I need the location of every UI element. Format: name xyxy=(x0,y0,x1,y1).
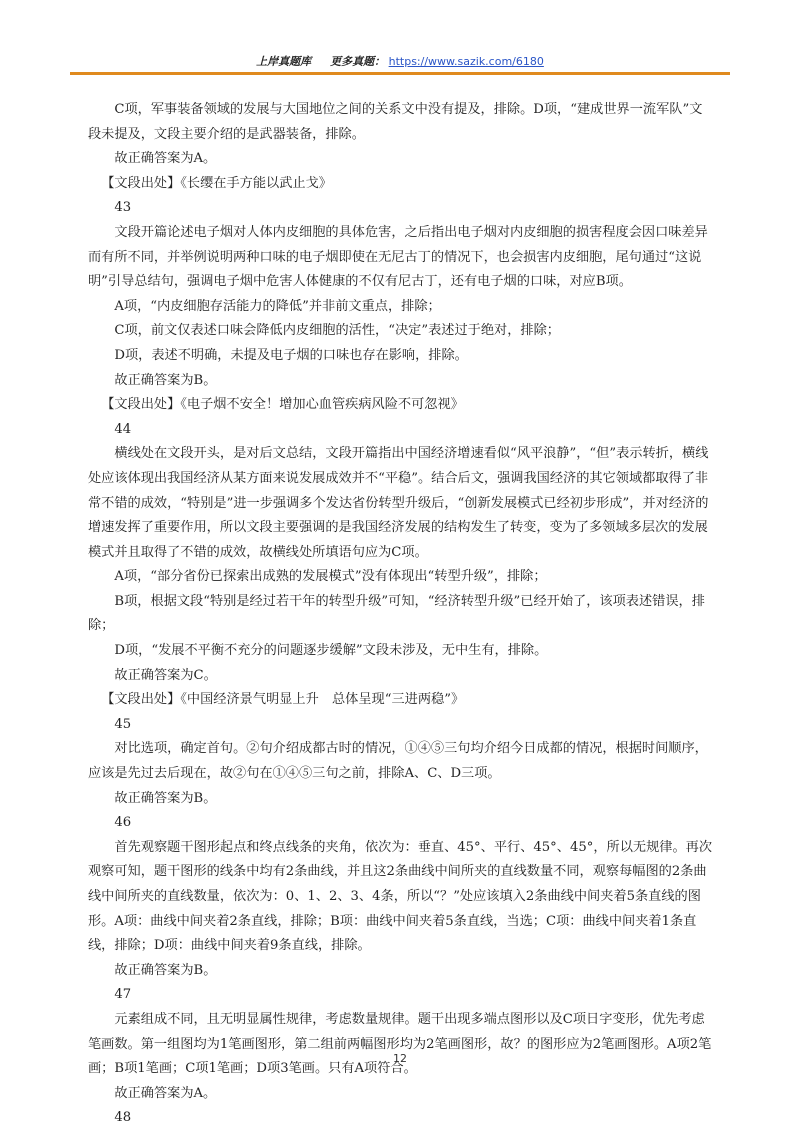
paragraph: C项，军事装备领域的发展与大国地位之间的关系文中没有提及，排除。D项，“建成世界一流军队”文段未提及，文段主要介绍的是武器装备，排除。 xyxy=(88,102,703,142)
question-number: 44 xyxy=(114,421,132,437)
paragraph: 故正确答案为A。 xyxy=(114,1085,217,1101)
paragraph: D项，“发展不平衡不充分的问题逐步缓解”文段未涉及，无中生有，排除。 xyxy=(114,643,548,659)
question-number: 47 xyxy=(114,987,132,1003)
paragraph: 故正确答案为B。 xyxy=(114,372,217,388)
paragraph: 首先观察题干图形起点和终点线条的夹角，依次为：垂直、45°、平行、45°、45°，所以无规律。再次观察可知，题干图形的线条中均有2条曲线，并且这2条曲线中间所夹的直线数量不同，观察每幅图的2条曲线中间所夹的直线数量，依次为：0、1、2、3、4条，所以“？”处应该填入2条曲线中间夹着5条直线的图形。A项：曲线中间夹着2条直线，排除；B项：曲线中间夹着5条直线，当选；C项：曲线中间夹着1条直线，排除；D项：曲线中间夹着9条直线，排除。 xyxy=(88,839,713,954)
question-number: 46 xyxy=(114,815,132,831)
paragraph: 故正确答案为A。 xyxy=(114,151,217,167)
paragraph: 横线处在文段开头，是对后文总结，文段开篇指出中国经济增速看似“风平浪静”，“但”表示转折，横线处应该体现出我国经济从某方面来说发展成效并不“平稳”。结合后文，强调我国经济的其它领域都取得了非常不错的成效，“特别是”进一步强调多个发达省份转型升级后，“创新发展模式已经初步形成”，并对经济的增速发挥了重要作用，所以文段主要强调的是我国经济发展的结构发生了转变，变为了多领域多层次的发展模式并且取得了不错的成效，故横线处所填语句应为C项。 xyxy=(88,446,709,560)
question-number: 43 xyxy=(114,200,132,216)
source-line: 【文段出处】《长缨在手方能以武止戈》 xyxy=(101,175,332,191)
paragraph: 故正确答案为B。 xyxy=(114,962,217,978)
document-body xyxy=(88,98,712,1131)
header-link[interactable]: https://www.sazik.com/6180 xyxy=(388,55,544,68)
paragraph: 故正确答案为C。 xyxy=(114,667,217,683)
paragraph: A项，“内皮细胞存活能力的降低”并非前文重点，排除； xyxy=(114,298,441,314)
source-line: 【文段出处】《中国经济景气明显上升 总体呈现“三进两稳”》 xyxy=(101,692,465,708)
paragraph: C项，前文仅表述口味会降低内皮细胞的活性，“决定”表述过于绝对，排除； xyxy=(114,323,560,339)
paragraph: 故正确答案为B。 xyxy=(114,790,217,806)
paragraph: B项，根据文段“特别是经过若干年的转型升级”可知，“经济转型升级”已经开始了，该项表述错误，排除； xyxy=(88,593,705,634)
header-divider xyxy=(70,72,730,75)
paragraph: D项，表述不明确，未提及电子烟的口味也存在影响，排除。 xyxy=(114,347,468,363)
source-line: 【文段出处】《电子烟不安全！增加心血管疾病风险不可忽视》 xyxy=(101,397,464,413)
page-number: 12 xyxy=(393,1052,407,1065)
header-site-name: 上岸真题库 xyxy=(256,55,312,68)
paragraph: A项，“部分省份已探索出成熟的发展模式”没有体现出“转型升级”，排除； xyxy=(114,569,547,585)
question-number: 45 xyxy=(114,716,132,732)
paragraph: 文段开篇论述电子烟对人体内皮细胞的具体危害，之后指出电子烟对内皮细胞的损害程度会因口味差异而有所不同，并举例说明两种口味的电子烟即使在无尼古丁的情况下，也会损害内皮细胞，尾句通过“这说明”引导总结句，强调电子烟中危害人体健康的不仅有尼古丁，还有电子烟的口味，对应B项。 xyxy=(88,224,708,290)
header-more-label: 更多真题： xyxy=(330,55,386,68)
question-number: 48 xyxy=(114,1110,132,1126)
paragraph: 元素组成不同，且无明显属性规律，考虑数量规律。题干出现多端点图形以及C项日字变形，优先考虑笔画数。第一组图均为1笔画图形，第二组前两幅图形均为2笔画图形，故？的图形应为2笔画图形。A项2笔画；B项1笔画；C项1笔画；D项3笔画。只有A项符合。 xyxy=(88,1011,712,1077)
paragraph: 对比选项，确定首句。②句介绍成都古时的情况，①④⑤三句均介绍今日成都的情况，根据时间顺序，应该是先过去后现在，故②句在①④⑤三句之前，排除A、C、D三项。 xyxy=(88,741,708,782)
